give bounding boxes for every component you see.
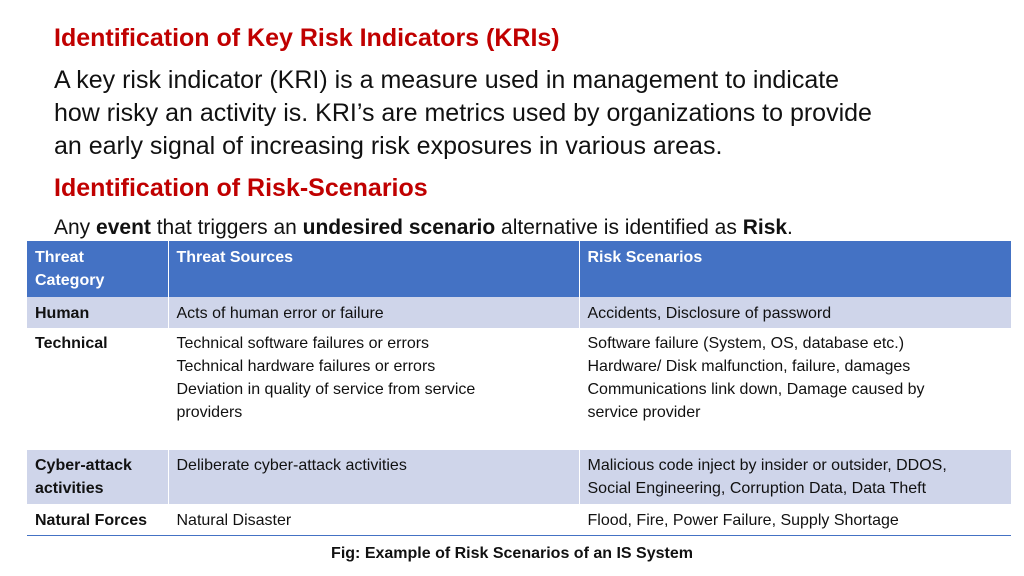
cell-line: Acts of human error or failure bbox=[176, 305, 384, 322]
threat-sources-cell bbox=[168, 450, 579, 504]
cell-line: providers bbox=[176, 404, 243, 421]
header-threat-sources: Threat Sources bbox=[168, 241, 579, 297]
cell-line: Social Engineering, Corruption Data, Data Theft bbox=[587, 480, 927, 497]
cell-line: Software failure (System, OS, database etc.) bbox=[587, 335, 905, 352]
kri-definition-paragraph bbox=[54, 64, 984, 163]
cell-line: Technical bbox=[35, 335, 108, 352]
table-row bbox=[27, 297, 1011, 328]
cell-line: Hardware/ Disk malfunction, failure, damages bbox=[587, 358, 911, 375]
sentence-text: Any bbox=[54, 216, 97, 239]
sentence-bold-scenario: undesired scenario bbox=[302, 216, 496, 239]
cell-line: service provider bbox=[587, 404, 701, 421]
threat-category-cell bbox=[27, 328, 168, 450]
threat-sources-cell bbox=[168, 297, 579, 328]
cell-line: Cyber-attack bbox=[35, 457, 132, 474]
sentence-text: that triggers an bbox=[150, 216, 303, 239]
cell-line: Flood, Fire, Power Failure, Supply Shortage bbox=[587, 512, 899, 529]
risk-definition-sentence bbox=[54, 214, 793, 242]
sentence-bold-risk: Risk bbox=[742, 216, 788, 239]
cell-line: Human bbox=[35, 305, 90, 322]
header-text: Threat bbox=[35, 249, 84, 266]
header-text: Category bbox=[35, 272, 105, 289]
kri-heading: Identification of Key Risk Indicators (KRIs) bbox=[54, 24, 560, 52]
table-header-row bbox=[27, 241, 1011, 297]
cell-line: Natural Forces bbox=[35, 512, 148, 529]
risk-scenarios-heading: Identification of Risk-Scenarios bbox=[54, 174, 428, 202]
table-row bbox=[27, 504, 1011, 536]
risk-scenarios-cell bbox=[579, 328, 1011, 450]
threat-sources-cell bbox=[168, 504, 579, 536]
risk-scenarios-cell bbox=[579, 297, 1011, 328]
cell-line: Accidents, Disclosure of password bbox=[587, 305, 832, 322]
paragraph-line: an early signal of increasing risk exposures in various areas. bbox=[54, 132, 723, 160]
risk-scenarios-table bbox=[27, 241, 1011, 536]
paragraph-line: how risky an activity is. KRI’s are metrics used by organizations to provide bbox=[54, 99, 872, 127]
threat-category-cell bbox=[27, 297, 168, 328]
table-row bbox=[27, 450, 1011, 504]
risk-scenarios-cell bbox=[579, 504, 1011, 536]
paragraph-line: A key risk indicator (KRI) is a measure used in management to indicate bbox=[54, 66, 840, 94]
figure-caption: Fig: Example of Risk Scenarios of an IS System bbox=[331, 545, 693, 562]
threat-category-cell bbox=[27, 504, 168, 536]
cell-line: Communications link down, Damage caused by bbox=[587, 381, 925, 398]
sentence-text: alternative is identified as bbox=[495, 216, 743, 239]
threat-category-cell bbox=[27, 450, 168, 504]
cell-line: Natural Disaster bbox=[176, 512, 292, 529]
threat-sources-cell bbox=[168, 328, 579, 450]
table-row bbox=[27, 328, 1011, 450]
sentence-bold-event: event bbox=[96, 216, 151, 239]
cell-line: Deviation in quality of service from service bbox=[176, 381, 476, 398]
cell-line: activities bbox=[35, 480, 104, 497]
cell-line: Technical software failures or errors bbox=[176, 335, 430, 352]
sentence-text: . bbox=[787, 216, 793, 239]
cell-line: Deliberate cyber-attack activities bbox=[176, 457, 407, 474]
risk-scenarios-cell bbox=[579, 450, 1011, 504]
header-threat-category bbox=[27, 241, 168, 297]
cell-line: Technical hardware failures or errors bbox=[176, 358, 436, 375]
header-risk-scenarios: Risk Scenarios bbox=[579, 241, 1011, 297]
cell-line: Malicious code inject by insider or outsider, DDOS, bbox=[587, 457, 947, 474]
